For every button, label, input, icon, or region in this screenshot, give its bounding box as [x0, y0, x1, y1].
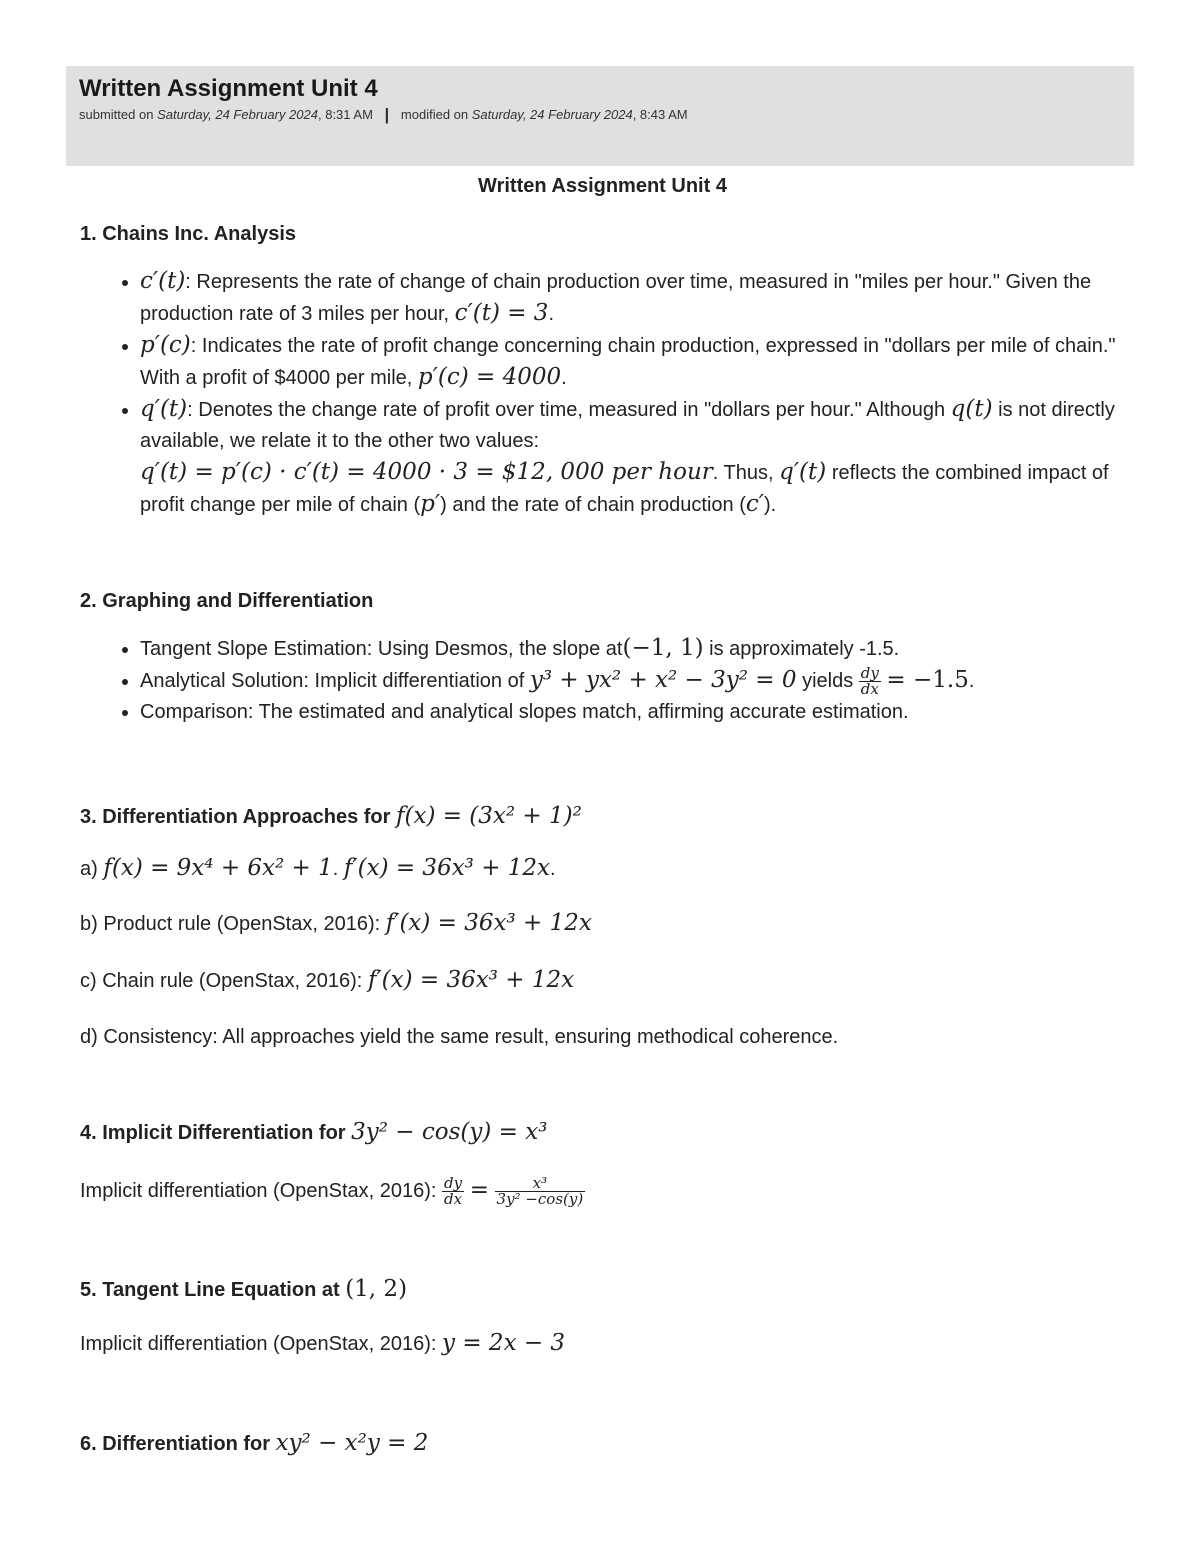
- section-3-title: [80, 802, 1125, 831]
- math-expression: f′(x) = 36x³ + 12x: [385, 910, 592, 937]
- math-expression: q′(t): [140, 396, 188, 422]
- meta-separator: |: [384, 105, 390, 124]
- bullet-text: . Thus,: [712, 462, 774, 484]
- document-body: [80, 172, 1125, 1458]
- bullet-text: yields: [802, 670, 854, 692]
- list-item: [140, 697, 1125, 728]
- answer-text: d) Consistency: All approaches yield the same result, ensuring methodical coherence.: [80, 1026, 839, 1049]
- submitted-label: submitted on: [79, 107, 154, 122]
- section-2-list: [80, 633, 1125, 728]
- section-6-title: [80, 1429, 1125, 1458]
- math-expression: y³ + yx² + x² − 3y² = 0: [529, 667, 797, 693]
- section-4-title: [80, 1118, 1125, 1147]
- math-expression: f′(x) = 36x³ + 12x: [343, 855, 551, 882]
- list-item: • c′(t): Represents the rate of change of chain production over time, measured in "miles per hour." Given the production rate of 3 miles per hour, c′(t) = 3.: [140, 266, 1125, 330]
- fraction-denominator: dx: [860, 680, 879, 699]
- list-item: [140, 394, 1125, 521]
- section-1-title: 1. Chains Inc. Analysis: [80, 223, 297, 245]
- math-expression: f(x) = (3x² + 1)²: [395, 803, 582, 830]
- math-expression: p′(c): [140, 332, 191, 358]
- fraction-numerator: dy: [860, 664, 879, 683]
- math-expression: (−1, 1): [622, 635, 704, 661]
- answer-d: [80, 1022, 1125, 1052]
- section-5-answer: [80, 1328, 1125, 1359]
- section-6-title-text: 6. Differentiation for: [80, 1433, 271, 1456]
- answer-label: a): [80, 858, 98, 881]
- bullet-text: Tangent Slope Estimation: Using Desmos, the slope at: [140, 638, 623, 660]
- math-expression: c′: [745, 491, 764, 517]
- page-title: Written Assignment Unit 4: [79, 75, 378, 102]
- math-expression: = −1.5: [886, 667, 969, 693]
- fraction-numerator: x³: [495, 1176, 586, 1192]
- list-item: [140, 633, 1125, 665]
- submission-meta: [79, 105, 1121, 124]
- bullet-text: : Denotes the change rate of profit over time, measured in "dollars per hour." Although: [187, 399, 946, 421]
- math-equation: q′(t) = p′(c) · c′(t) = 4000 · 3 = $12, 000 per hour: [140, 459, 713, 485]
- math-expression: q(t): [950, 396, 993, 422]
- math-expression: 3y² − cos(y) = x³: [351, 1119, 548, 1146]
- section-4-title-text: 4. Implicit Differentiation for: [80, 1122, 346, 1145]
- math-expression: y = 2x − 3: [442, 1330, 566, 1357]
- section-5-title: [80, 1275, 1125, 1304]
- fraction-numerator: dy: [444, 1174, 463, 1193]
- answer-c: [80, 965, 1125, 996]
- answer-b: [80, 908, 1125, 939]
- math-expression: p′: [420, 491, 441, 517]
- bullet-text: is not directly available, we relate it to the other two values:: [140, 399, 1115, 452]
- submission-header: [66, 66, 1134, 166]
- math-expression: q′(t): [779, 459, 827, 485]
- answer-text: Implicit differentiation (OpenStax, 2016):: [80, 1333, 437, 1356]
- modified-date: Saturday, 24 February 2024: [471, 107, 633, 122]
- section-3-title-text: 3. Differentiation Approaches for: [80, 806, 391, 829]
- section-5-title-text: 5. Tangent Line Equation at: [80, 1279, 340, 1302]
- list-item: • Analytical Solution: Implicit differentiation of y³ + yx² + x² − 3y² = 0 yields $\frac{dy}{dx}$ = −1.5.: [140, 665, 1125, 697]
- bullet-text: : Indicates the rate of profit change concerning chain production, expressed in "dollars per mile of chain." With a profit of $4000 per mile,: [140, 335, 1116, 389]
- answer-a: a) f(x) = 9x⁴ + 6x² + 1. f′(x) = 36x³ + 12x.: [80, 855, 556, 882]
- fraction-denominator: 3y² −cos(y): [496, 1190, 584, 1209]
- bullet-text: Comparison: The estimated and analytical slopes match, affirming accurate estimation.: [140, 701, 909, 724]
- bullet-text: ).: [763, 494, 777, 516]
- math-expression: f′(x) = 36x³ + 12x: [367, 967, 575, 994]
- math-expression: (1, 2): [345, 1276, 408, 1303]
- answer-text: c) Chain rule (OpenStax, 2016):: [80, 970, 363, 993]
- fraction: [495, 1176, 586, 1207]
- bullet-text: Analytical Solution: Implicit differentiation of: [140, 670, 525, 692]
- math-expression: xy² − x²y = 2: [275, 1430, 429, 1457]
- section-2-title: 2. Graphing and Differentiation: [80, 590, 374, 612]
- modified-label: modified on: [400, 107, 469, 122]
- bullet-text: : Represents the rate of change of chain production over time, measured in "miles per hour." Given the production rate of 3 miles per hour,: [140, 271, 1092, 325]
- fraction: [859, 666, 881, 697]
- fraction-denominator: dx: [444, 1190, 463, 1209]
- modified-time: , 8:43 AM: [632, 107, 688, 122]
- fraction: [442, 1176, 464, 1207]
- section-1-list: [80, 266, 1125, 521]
- answer-text: b) Product rule (OpenStax, 2016):: [80, 913, 381, 936]
- list-item: • p′(c): Indicates the rate of profit change concerning chain production, expressed in "dollars per mile of chain." With a profit of $4000 per mile, p′(c) = 4000.: [140, 330, 1125, 394]
- submitted-date: Saturday, 24 February 2024: [157, 107, 318, 122]
- document-title: Written Assignment Unit 4: [478, 175, 727, 197]
- answer-text: Implicit differentiation (OpenStax, 2016):: [80, 1180, 437, 1203]
- submitted-time: , 8:31 AM: [317, 107, 373, 122]
- bullet-text: reflects the combined impact of profit change per mile of chain (: [140, 462, 1109, 516]
- math-expression: =: [469, 1177, 489, 1204]
- math-expression: f(x) = 9x⁴ + 6x² + 1: [103, 855, 333, 882]
- bullet-text: is approximately -1.5.: [709, 638, 900, 660]
- math-expression: c′(t): [140, 268, 186, 294]
- math-expression: p′(c) = 4000: [417, 364, 562, 390]
- section-4-answer: [80, 1175, 1125, 1207]
- bullet-text: ) and the rate of chain production (: [440, 494, 746, 516]
- math-expression: c′(t) = 3: [454, 300, 549, 326]
